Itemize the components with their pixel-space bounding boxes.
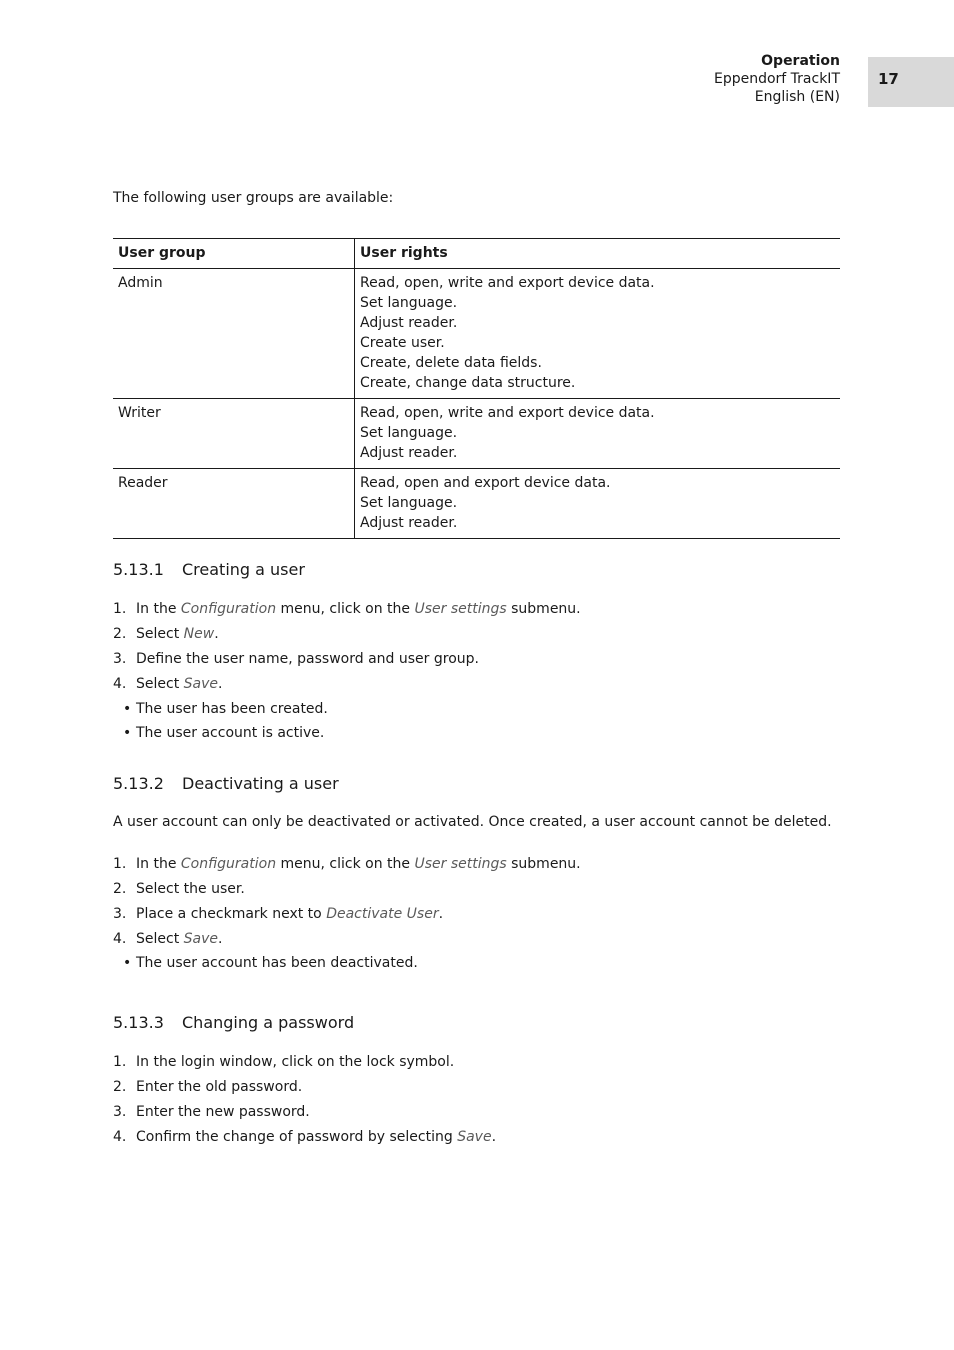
result-text: The user has been created. (136, 701, 328, 717)
step-text: . (218, 931, 223, 947)
user-right-item: Read, open and export device data. (360, 475, 611, 491)
ui-term: User settings (414, 601, 507, 617)
bullet-icon: • (123, 725, 132, 741)
step-number: 2. (113, 626, 127, 642)
step-text: . (491, 1129, 497, 1145)
step-number: 2. (113, 881, 127, 897)
step-number: 1. (113, 856, 127, 872)
user-right-item: Adjust reader. (360, 515, 458, 531)
user-right-item: Adjust reader. (360, 445, 458, 461)
bullet-icon: • (123, 701, 132, 717)
result-item (113, 699, 328, 723)
step-item (113, 624, 581, 649)
step-text: . (218, 676, 223, 692)
intro-text: The following user groups are available: (113, 190, 394, 206)
step-text: submenu. (506, 601, 581, 617)
header-product-name: Eppendorf TrackIT (713, 71, 840, 87)
header-chapter-title: Operation (761, 53, 840, 69)
section-number: 5.13.2 (113, 774, 164, 793)
creating-user-results (113, 699, 328, 747)
result-text: The user account is active. (136, 725, 325, 741)
section-heading-deactivating-user (113, 774, 339, 793)
result-item (113, 723, 328, 747)
step-text: Enter the new password. (136, 1104, 310, 1120)
user-right-item: Set language. (360, 425, 458, 441)
creating-user-steps (113, 599, 581, 699)
step-number: 3. (113, 906, 127, 922)
step-text: In the (136, 601, 181, 617)
step-text: In the login window, click on the lock symbol. (136, 1054, 455, 1070)
step-text: . (214, 626, 219, 642)
step-item (113, 854, 581, 879)
step-item (113, 599, 581, 624)
page-number-tab (868, 57, 954, 107)
ui-term: User settings (414, 856, 507, 872)
user-right-item: Create user. (360, 335, 445, 351)
step-text: Select (136, 931, 184, 947)
table-body (113, 269, 840, 539)
column-header-user-rights: User rights (355, 239, 841, 269)
step-text: In the (136, 856, 181, 872)
step-item (113, 879, 581, 904)
user-right-item: Set language. (360, 295, 458, 311)
step-number: 1. (113, 601, 127, 617)
user-right-item: Create, delete data fields. (360, 355, 542, 371)
user-rights-cell (355, 399, 841, 469)
deactivating-user-steps (113, 854, 581, 954)
step-item (113, 1077, 496, 1102)
user-right-item: Adjust reader. (360, 315, 458, 331)
user-right-item: Read, open, write and export device data. (360, 275, 655, 291)
ui-term: Configuration (180, 601, 277, 617)
result-text: The user account has been deactivated. (136, 955, 418, 971)
ui-term: Save (183, 676, 219, 692)
section-number: 5.13.1 (113, 560, 164, 579)
changing-password-steps (113, 1052, 496, 1152)
step-text: Define the user name, password and user group. (136, 651, 479, 667)
user-rights-cell (355, 469, 841, 539)
table-row (113, 399, 840, 469)
section-title: Creating a user (182, 560, 305, 579)
step-text: Select (136, 626, 184, 642)
ui-term: Save (457, 1129, 492, 1145)
step-number: 3. (113, 1104, 127, 1120)
bullet-icon: • (123, 955, 132, 971)
user-right-item: Create, change data structure. (360, 375, 576, 391)
column-header-user-group: User group (113, 239, 355, 269)
step-text: Place a checkmark next to (136, 906, 327, 922)
step-item (113, 904, 581, 929)
step-number: 4. (113, 676, 127, 692)
table-row (113, 469, 840, 539)
step-text: Enter the old password. (136, 1079, 303, 1095)
table-header-row (113, 239, 840, 269)
section-title: Deactivating a user (182, 774, 339, 793)
ui-term: Save (183, 931, 219, 947)
ui-term: Deactivate User (326, 906, 439, 922)
user-right-item: Set language. (360, 495, 458, 511)
deactivating-user-paragraph: A user account can only be deactivated or activated. Once created, a user account cannot be deleted. (113, 814, 832, 830)
step-number: 2. (113, 1079, 127, 1095)
section-number: 5.13.3 (113, 1013, 164, 1032)
step-text: Select (136, 676, 184, 692)
step-text: submenu. (506, 856, 581, 872)
user-group-cell: Admin (113, 269, 355, 399)
section-title: Changing a password (182, 1013, 355, 1032)
step-text: . (438, 906, 444, 922)
deactivating-user-results (113, 953, 418, 977)
user-right-item: Read, open, write and export device data. (360, 405, 655, 421)
user-rights-cell (355, 269, 841, 399)
result-item (113, 953, 418, 977)
header-language: English (EN) (754, 89, 840, 105)
step-text: menu, click on the (276, 601, 415, 617)
section-heading-changing-password (113, 1013, 354, 1032)
user-groups-table (113, 238, 840, 539)
table-row (113, 269, 840, 399)
section-heading-creating-user (113, 560, 305, 579)
step-item (113, 1052, 496, 1077)
page-number: 17 (878, 70, 899, 88)
step-item (113, 929, 581, 954)
user-group-cell: Reader (113, 469, 355, 539)
step-number: 1. (113, 1054, 127, 1070)
ui-term: New (183, 626, 215, 642)
step-number: 4. (113, 931, 127, 947)
ui-term: Configuration (180, 856, 277, 872)
step-text: Select the user. (136, 881, 245, 897)
step-item (113, 674, 581, 699)
user-group-cell: Writer (113, 399, 355, 469)
running-header (714, 52, 840, 106)
step-number: 3. (113, 651, 127, 667)
step-item (113, 1102, 496, 1127)
step-item (113, 649, 581, 674)
step-number: 4. (113, 1129, 127, 1145)
step-text: menu, click on the (276, 856, 415, 872)
step-text: Confirm the change of password by selecting (136, 1129, 458, 1145)
step-item (113, 1127, 496, 1152)
